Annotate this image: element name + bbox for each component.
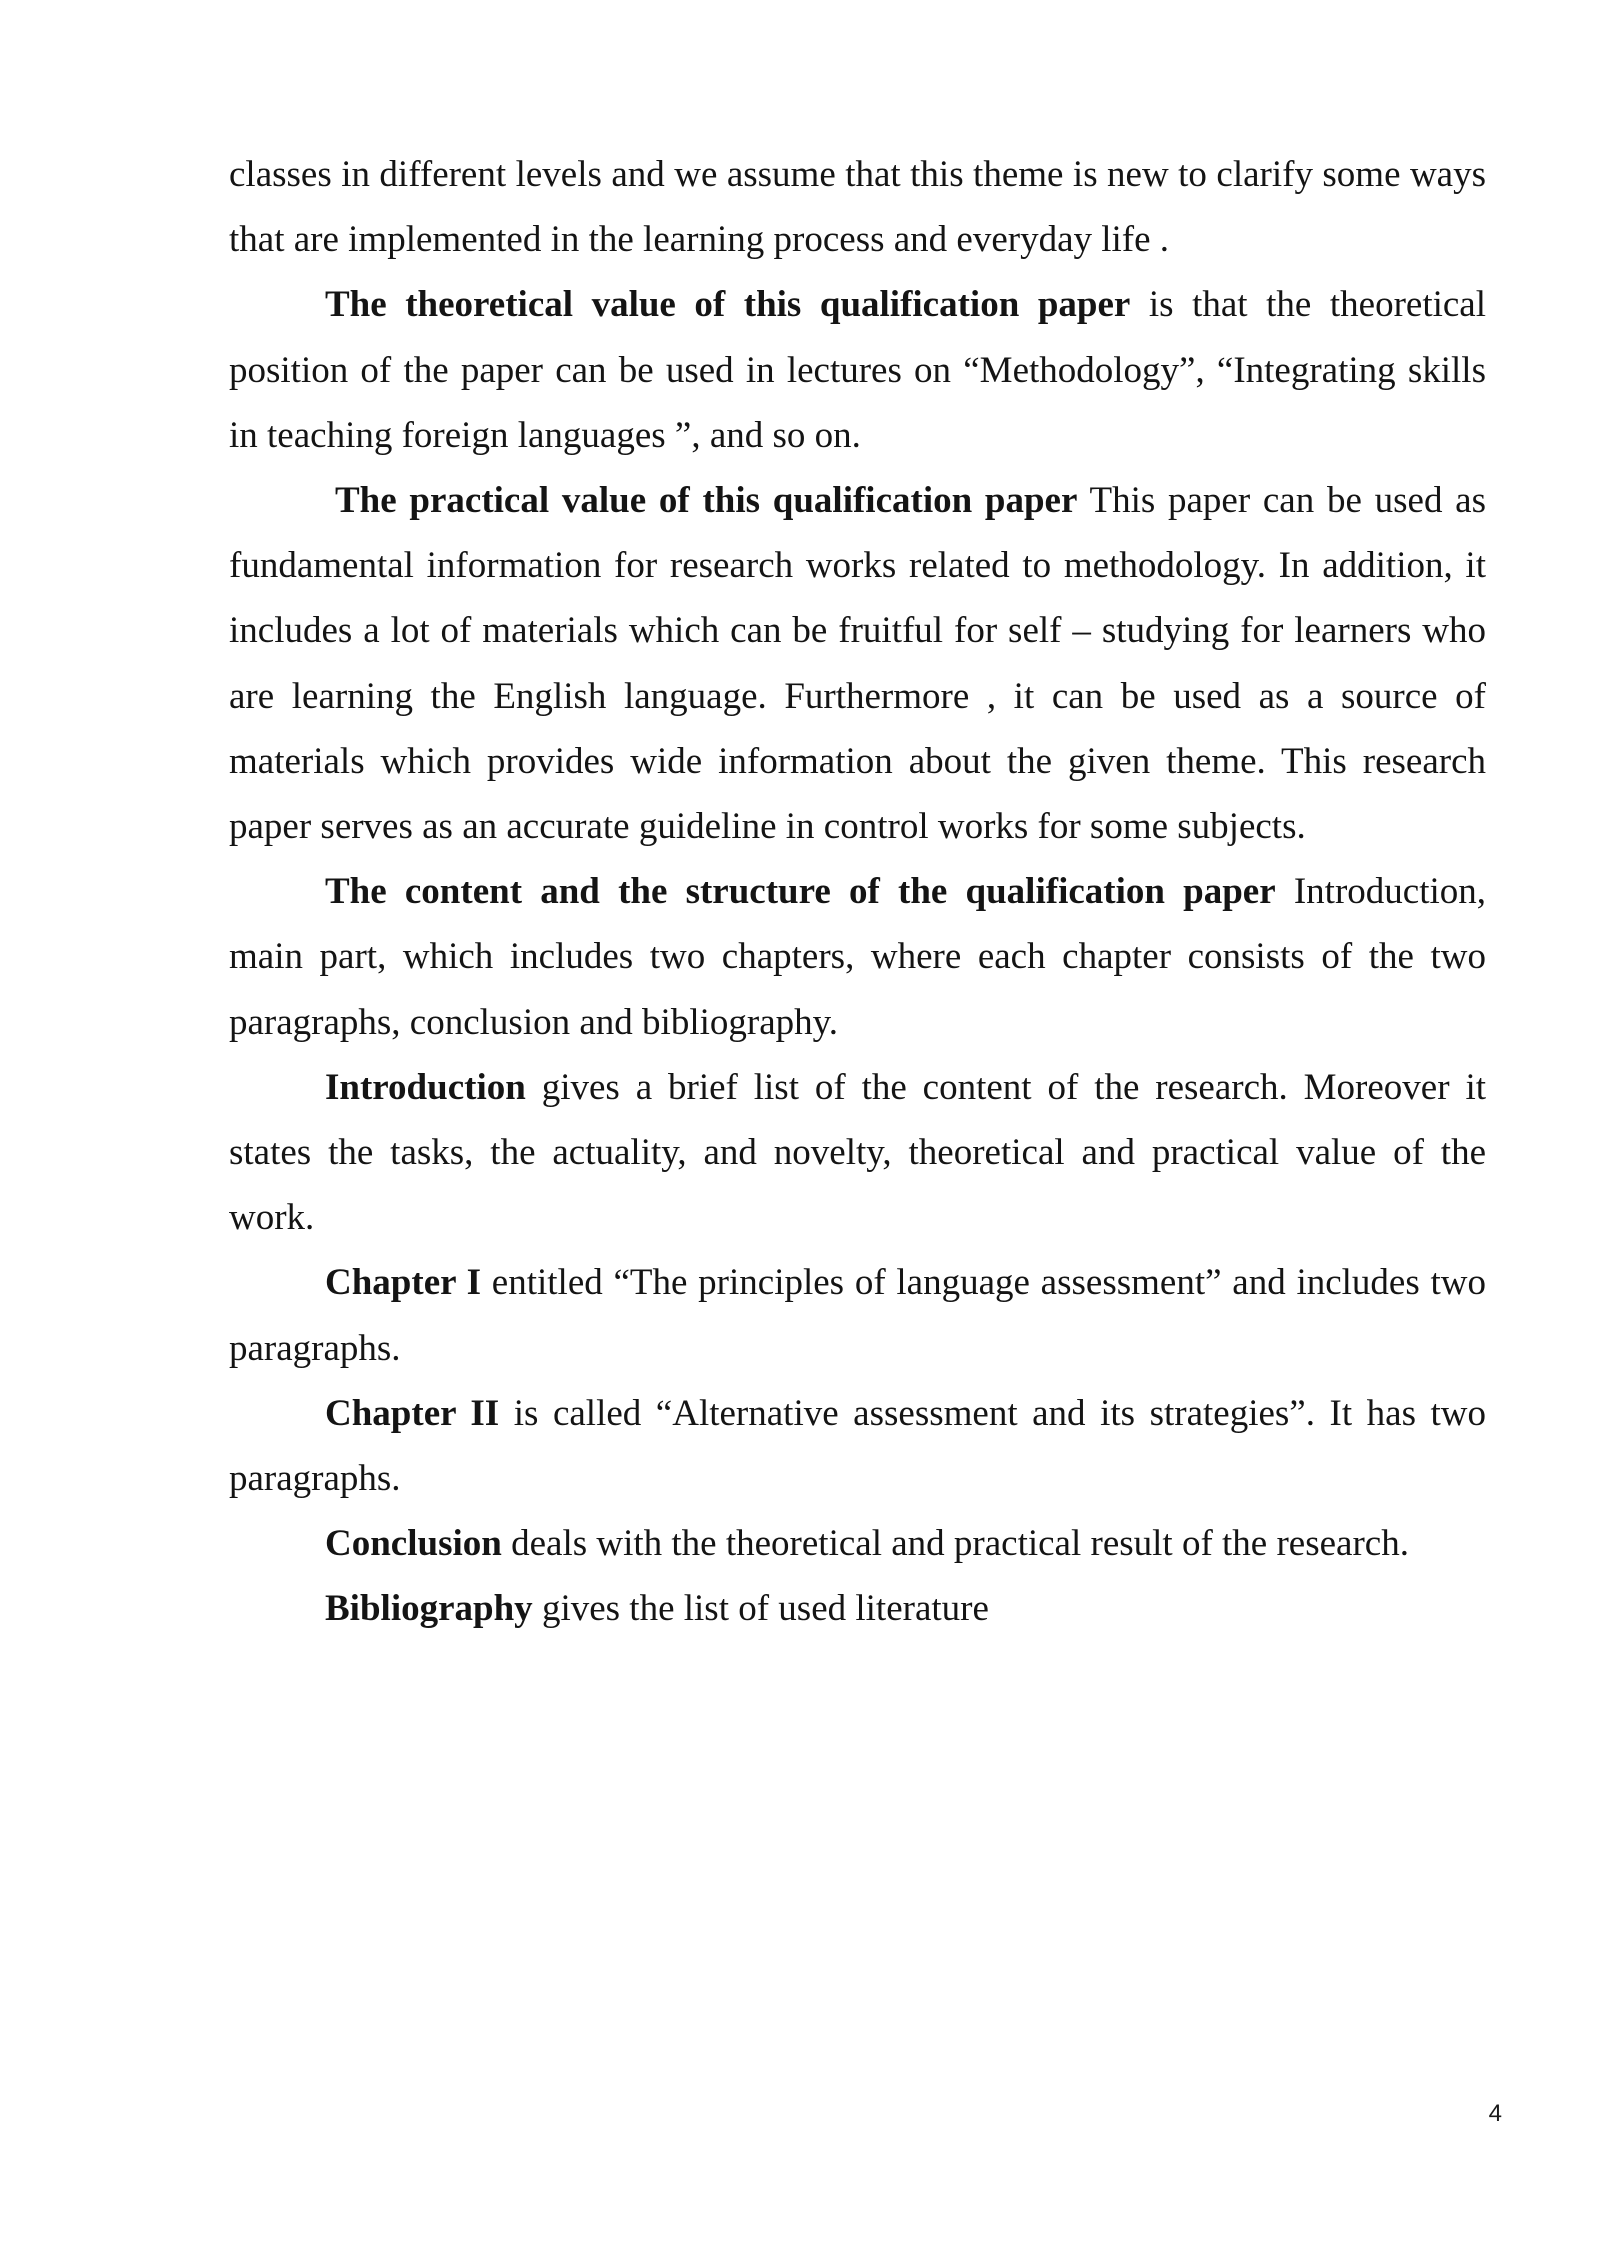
paragraph-conclusion	[229, 1511, 1486, 1576]
paragraph-heading: The practical value of this qualification paper	[335, 480, 1078, 522]
paragraph-text: is that the theoretical position of the paper can be used in lectures on “Methodology”, “Integrating skills in teaching foreign languages ”, and so on.	[229, 284, 1487, 456]
paragraph-continuation	[229, 142, 1486, 272]
paragraph-text: is called “Alternative assessment and its strategies”. It has two paragraphs.	[229, 1392, 1486, 1500]
paragraph-chapter-one	[229, 1250, 1486, 1380]
paragraph-heading: Introduction	[325, 1066, 526, 1108]
paragraph-heading: The content and the structure of the qualification paper	[325, 871, 1276, 913]
paragraph-text: gives a brief list of the content of the research. Moreover it states the tasks, the actuality, and novelty, theoretical and practical value of the work.	[229, 1066, 1486, 1239]
page-number: 4	[1488, 2100, 1502, 2127]
paragraph-chapter-two	[229, 1381, 1486, 1511]
paragraph-text: classes in different levels and we assume that this theme is new to clarify some ways that are implemented in the learning process and everyday life .	[229, 154, 1486, 261]
paragraph-text: This paper can be used as fundamental information for research works related to methodology. In addition, it includes a lot of materials which can be fruitful for self – studying for learners who are learning the English language. Furthermore , it can be used as a source of materials which provides wide information about the given theme. This research paper serves as an accurate guideline in control works for some subjects.	[229, 480, 1486, 848]
paragraph-text: gives the list of used literature	[532, 1588, 989, 1630]
paragraph-text: deals with the theoretical and practical result of the research.	[501, 1523, 1409, 1565]
paragraph-bibliography	[229, 1576, 1486, 1641]
paragraph-content-structure	[229, 859, 1486, 1055]
body-text	[229, 142, 1486, 1642]
paragraph-heading: Chapter I	[325, 1262, 482, 1304]
paragraph-heading: The theoretical value of this qualification paper	[325, 284, 1131, 326]
paragraph-heading: Bibliography	[325, 1588, 533, 1630]
paragraph-heading: Chapter II	[325, 1392, 500, 1434]
paragraph-heading: Conclusion	[325, 1523, 502, 1565]
paragraph-text: entitled “The principles of language assessment” and includes two paragraphs.	[229, 1262, 1486, 1369]
paragraph-text: Introduction, main part, which includes two chapters, where each chapter consists of the two paragraphs, conclusion and bibliography.	[229, 871, 1487, 1043]
paragraph-introduction	[229, 1055, 1486, 1251]
paragraph-theoretical-value	[229, 272, 1486, 468]
paragraph-practical-value	[229, 468, 1486, 859]
